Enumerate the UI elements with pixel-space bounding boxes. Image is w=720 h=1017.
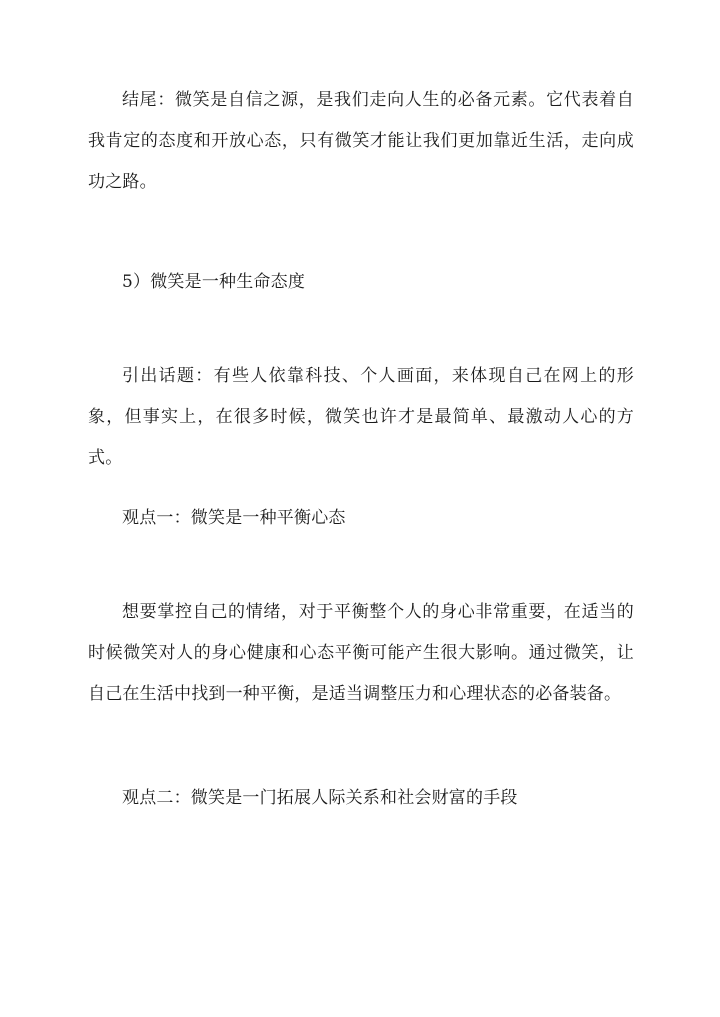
conclusion-block (88, 80, 634, 203)
section-heading: 5）微笑是一种生命态度 (122, 272, 306, 292)
point1-heading-block (88, 506, 634, 530)
point2-heading-block (88, 786, 634, 810)
point1-paragraph: 想要掌控自己的情绪，对于平衡整个人的身心非常重要，在适当的时候微笑对人的身心健康和心态平衡可能产生很大影响。通过微笑，让自己在生活中找到一种平衡，是适当调整压力和心理状态的必备装备。 (88, 602, 634, 704)
point1-body-block (88, 592, 634, 715)
intro-block (88, 356, 634, 479)
intro-paragraph: 引出话题：有些人依靠科技、个人画面，来体现自己在网上的形象，但事实上，在很多时候，微笑也许才是最简单、最激动人心的方式。 (88, 366, 634, 468)
point2-heading: 观点二：微笑是一门拓展人际关系和社会财富的手段 (122, 788, 518, 808)
conclusion-paragraph: 结尾：微笑是自信之源，是我们走向人生的必备元素。它代表着自我肯定的态度和开放心态，只有微笑才能让我们更加靠近生活，走向成功之路。 (88, 90, 634, 192)
section-heading-block (88, 270, 634, 294)
point1-heading: 观点一：微笑是一种平衡心态 (122, 508, 346, 528)
